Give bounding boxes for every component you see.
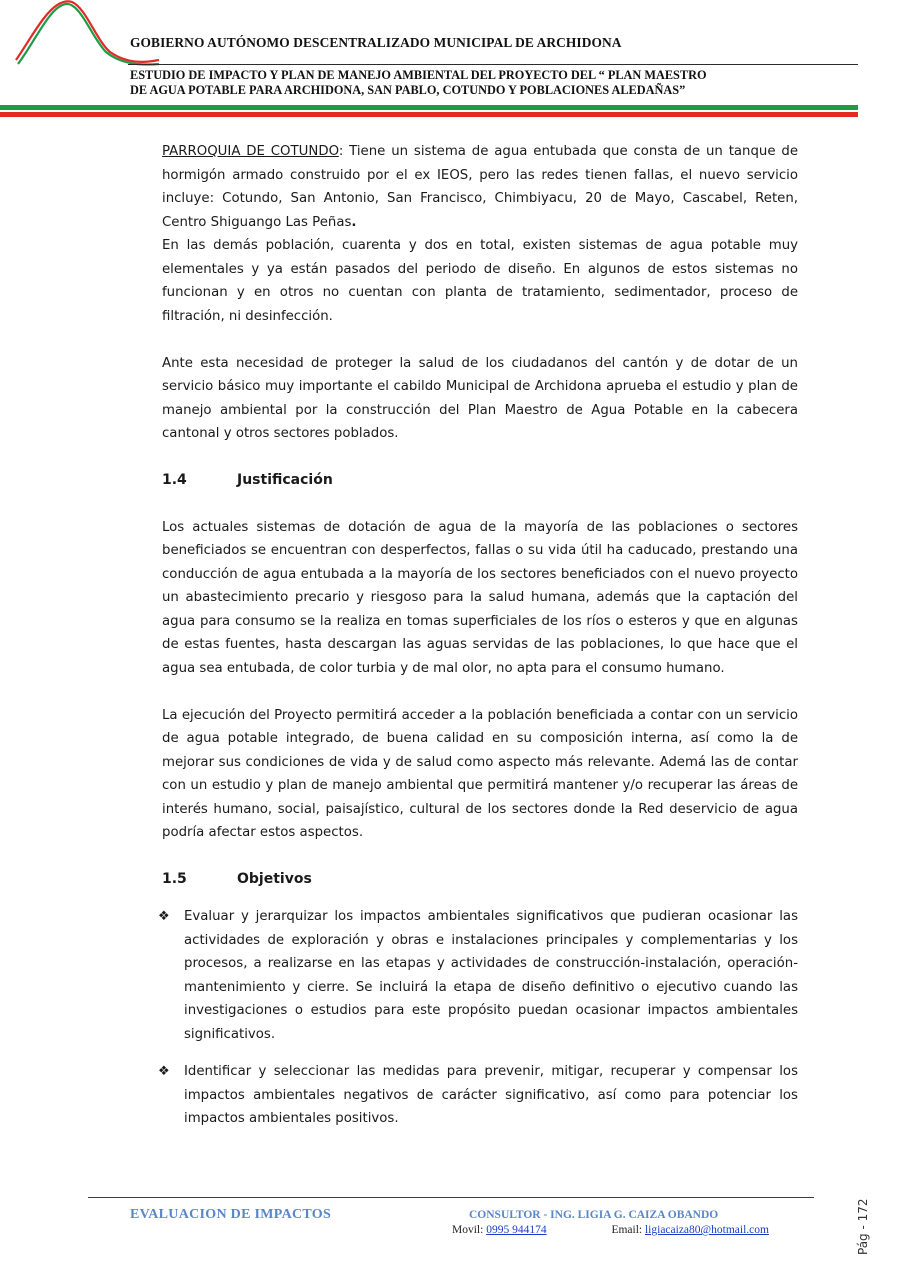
objective-text: Evaluar y jerarquizar los impactos ambientales significativos que pudieran ocasionar las actividades de exploración y obras e instalaciones principales y complementarias y los procesos, a realizarse en las etapas y actividades de construcción-instalación, operación-mantenimiento y cierre. Se incluirá la etapa de diseño definitivo o ejecutivo cuando las investigaciones o estudios para este propósito puedan ocasionar impactos ambientales significativos.: [184, 909, 798, 1042]
study-title-line-2: DE AGUA POTABLE PARA ARCHIDONA, SAN PABLO, COTUNDO Y POBLACIONES ALEDAÑAS”: [130, 83, 686, 97]
parroquia-label: PARROQUIA DE COTUNDO: [162, 144, 339, 159]
paragraph-other-populations: En las demás población, cuarenta y dos en total, existen sistemas de agua potable muy elementales y ya están pasados del periodo de diseño. En algunos de estos sistemas no funcionan y en otros no cuentan con planta de tratamiento, sedimentador, proceso de filtración, ni desinfección.: [162, 238, 798, 324]
diamond-bullet-icon: ❖: [158, 909, 170, 924]
section-heading-objetivos: [162, 868, 798, 891]
objective-text: Identificar y seleccionar las medidas para prevenir, mitigar, recuperar y compensar los impactos ambientales negativos de carácter significativo, así como para potenciar los impactos ambientales positivos.: [184, 1064, 798, 1126]
section-title: Justificación: [237, 472, 333, 488]
paragraph-cotundo-period: .: [351, 214, 357, 230]
section-number: 1.4: [162, 472, 187, 488]
email-link[interactable]: ligiacaiza80@hotmail.com: [644, 1224, 769, 1236]
document-body: [158, 140, 799, 1131]
footer-section-title: EVALUACION DE IMPACTOS: [130, 1207, 332, 1222]
footer-consultant: CONSULTOR - ING. LIGIA G. CAIZA OBANDO: [469, 1209, 719, 1221]
phone-link[interactable]: 0995 944174: [486, 1224, 547, 1236]
diamond-bullet-icon: ❖: [158, 1064, 170, 1079]
header-band-red: [0, 112, 858, 117]
footer-contact: [452, 1224, 769, 1236]
study-title: [130, 68, 850, 98]
movil-label: Movil:: [452, 1224, 487, 1236]
section-title: Objetivos: [237, 871, 312, 887]
list-item: [158, 1060, 798, 1131]
list-item: [158, 905, 798, 1046]
paragraph-cotundo-text: : Tiene un sistema de agua entubada que consta de un tanque de hormigón armado construido por el ex IEOS, pero las redes tienen fallas, el nuevo servicio incluye: Cotundo, San Antonio, San Francisco, Chimbiyacu, 20 de Mayo, Cascabel, Reten, Centro Shiguango Las Peñas: [162, 144, 799, 230]
objectives-list: [158, 905, 798, 1131]
email-label: Email:: [611, 1224, 645, 1236]
organization-title: GOBIERNO AUTÓNOMO DESCENTRALIZADO MUNICIPAL DE ARCHIDONA: [130, 35, 622, 50]
paragraph-cotundo: [162, 140, 798, 234]
paragraph-need: Ante esta necesidad de proteger la salud de los ciudadanos del cantón y de dotar de un servicio básico muy importante el cabildo Municipal de Archidona aprueba el estudio y plan de manejo ambiental por la construcción del Plan Maestro de Agua Potable en la cabecera cantonal y otros sectores poblados.: [162, 355, 798, 441]
paragraph-execution: La ejecución del Proyecto permitirá acceder a la población beneficiada a contar con un servicio de agua potable integrado, de buena calidad en su composición interna, así como la de mejorar sus condiciones de vida y de salud como aspecto más relevante. Ademá las de contar con un estudio y plan de manejo ambiental que permitirá mantener y/o recuperar las áreas de interés humano, social, paisajístico, cultural de los sectores donde la Red deservicio de agua podría afectar estos aspectos.: [162, 707, 798, 840]
footer-divider: [88, 1197, 814, 1198]
section-number: 1.5: [162, 871, 187, 887]
study-title-line-1: ESTUDIO DE IMPACTO Y PLAN DE MANEJO AMBIENTAL DEL PROYECTO DEL “ PLAN MAESTRO: [130, 68, 707, 82]
paragraph-justification: Los actuales sistemas de dotación de agua de la mayoría de las poblaciones o sectores beneficiados se encuentran con desperfectos, fallas o su vida útil ha caducado, prestando una conducción de agua entubada a la mayoría de los sectores beneficiados con el nuevo proyecto un abastecimiento precario y riesgoso para la salud humana, además que la captación del agua para consumo se la realiza en tomas superficiales de los ríos o esteros y que en algunas de estas fuentes, hasta descargan las aguas servidas de las poblaciones, lo que hace que el agua sea entubada, de color turbia y de mal olor, no apta para el consumo humano.: [162, 519, 798, 676]
section-heading-justificacion: [162, 469, 798, 492]
header-divider: [128, 64, 858, 65]
page-number: Pág - 172: [856, 1198, 870, 1255]
